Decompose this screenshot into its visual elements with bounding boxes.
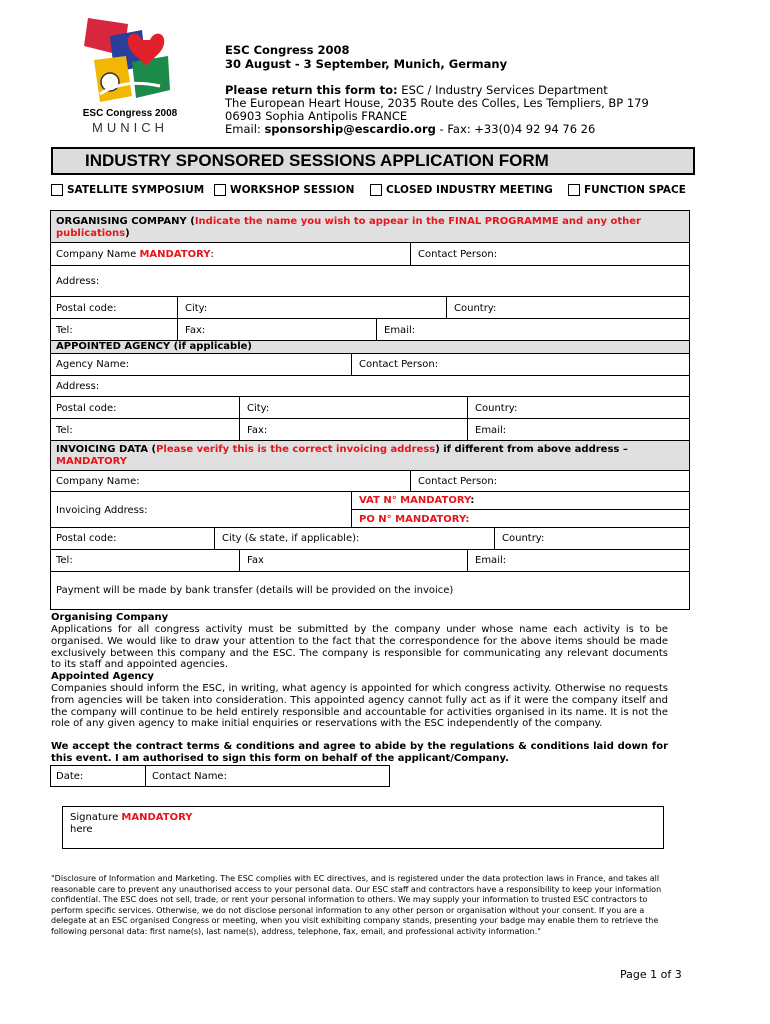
organising-company-terms-heading: Organising Company (51, 612, 169, 623)
logo-city: MUNICH (92, 120, 168, 135)
acceptance-statement: We accept the contract terms & conditions and agree to abide by the regulations & conditions laid down for this event. I am authorised to sign this form on behalf of the applicant/Company. (51, 741, 668, 764)
address-line-1: The European Heart House, 2035 Route des Colles, Les Templiers, BP 179 (225, 96, 649, 110)
page-number: Page 1 of 3 (620, 968, 682, 981)
event-name: ESC Congress 2008 (225, 43, 350, 57)
heading-close: ) (125, 228, 130, 239)
signature-box[interactable] (62, 806, 664, 849)
checkbox[interactable] (370, 184, 382, 196)
event-dates: 30 August - 3 September, Munich, Germany (225, 57, 508, 71)
po-number-field[interactable]: PO N° MANDATORY: (359, 514, 470, 525)
contact-name-field[interactable]: Contact Name: (152, 771, 227, 782)
org-address-field[interactable]: Address: (56, 276, 100, 287)
logo-title: ESC Congress 2008 (82, 108, 178, 119)
field-label: Company Name (56, 249, 140, 260)
organising-company-heading (56, 216, 676, 240)
organising-company-terms-text: Applications for all congress activity must be submitted by the company under whose name each activity is to be organised. We would like to draw your attention to the fact that the correspondence for the above items should be made exclusively between this company and the ESC. The company is responsible for communicating any relevant documents to its staff and appointed agencies. (51, 624, 668, 671)
address-line-2: 06903 Sophia Antipolis FRANCE (225, 109, 408, 123)
invoice-postal-code-field[interactable]: Postal code: (56, 533, 117, 544)
vat-number-field[interactable]: VAT N° MANDATORY: (359, 495, 475, 506)
invoicing-address-field[interactable]: Invoicing Address: (56, 505, 148, 516)
agency-country-field[interactable]: Country: (475, 403, 518, 414)
org-email-field[interactable]: Email: (384, 325, 416, 336)
agency-city-field[interactable]: City: (247, 403, 270, 414)
checkbox[interactable] (568, 184, 580, 196)
email-link[interactable]: sponsorship@escardio.org (264, 122, 436, 136)
heading-tail: ) if different from above address – (435, 444, 628, 455)
option-closed-industry-meeting[interactable] (370, 184, 553, 196)
signature-label (70, 812, 192, 836)
signature-here: here (70, 824, 93, 835)
checkbox[interactable] (51, 184, 63, 196)
option-label: SATELLITE SYMPOSIUM (67, 184, 205, 196)
org-contact-person-field[interactable]: Contact Person: (418, 249, 498, 260)
mandatory-tag: MANDATORY (56, 456, 128, 467)
agency-tel-field[interactable]: Tel: (56, 425, 73, 436)
appointed-agency-terms-text: Companies should inform the ESC, in writing, what agency is appointed for which congress activity. Otherwise no requests from agencies will be taken into consideration. This appointed agency cannot fully act as if it were the company itself and the company will continue to be held entirely responsible and accountable for activities organised in its name. It is not the role of any given agency to make initial enquiries or reservations with the ESC independently of the company. (51, 683, 668, 730)
vat-label: VAT N° MANDATORY (359, 495, 471, 506)
agency-name-field[interactable]: Agency Name: (56, 359, 130, 370)
option-label: CLOSED INDUSTRY MEETING (386, 184, 553, 196)
return-department: ESC / Industry Services Department (401, 83, 608, 97)
option-label: WORKSHOP SESSION (230, 184, 355, 196)
org-country-field[interactable]: Country: (454, 303, 497, 314)
fax-number: - Fax: +33(0)4 92 94 76 26 (435, 122, 596, 136)
checkbox[interactable] (214, 184, 226, 196)
agency-email-field[interactable]: Email: (475, 425, 507, 436)
invoice-country-field[interactable]: Country: (502, 533, 545, 544)
email-label: Email: (225, 122, 261, 136)
agency-postal-code-field[interactable]: Postal code: (56, 403, 117, 414)
return-label: Please return this form to: (225, 83, 398, 97)
option-label: FUNCTION SPACE (584, 184, 686, 196)
option-satellite-symposium[interactable] (51, 184, 204, 196)
esc-logo (80, 16, 180, 135)
date-field[interactable]: Date: (56, 771, 84, 782)
heading-note: Please verify this is the correct invoicing address (156, 444, 436, 455)
invoicing-data-heading (56, 444, 676, 468)
org-tel-field[interactable]: Tel: (56, 325, 73, 336)
org-city-field[interactable]: City: (185, 303, 208, 314)
option-function-space[interactable] (568, 184, 686, 196)
appointed-agency-heading: APPOINTED AGENCY (if applicable) (56, 341, 252, 352)
agency-address-field[interactable]: Address: (56, 381, 100, 392)
org-postal-code-field[interactable]: Postal code: (56, 303, 117, 314)
contact-line (225, 123, 595, 136)
logo-graphic (80, 16, 180, 106)
mandatory-tag: MANDATORY (139, 249, 211, 260)
invoice-contact-person-field[interactable]: Contact Person: (418, 476, 498, 487)
mandatory-tag: MANDATORY (121, 812, 193, 823)
application-form-table (50, 210, 690, 610)
data-protection-disclaimer: "Disclosure of Information and Marketing. The ESC complies with EC directives, and is registered under the data protection laws in France, and takes all reasonable care to prevent any unauthorised access to your personal data. Our ESC staff and contractors have a responsibility to keep your information confidential. The ESC does not sell, trade, or rent your personal information to others. We may supply your information to trusted ESC contractors to perform specific services. Otherwise, we do not disclose personal information to any other person or organisation without your consent. If you are a delegate at an ESC organised Congress or meeting, when you visit exhibiting company stands, presenting your badge may enable them to retrieve the following personal data: first name(s), last name(s), address, telephone, fax, email, and professional activity information." (51, 874, 662, 936)
signoff-row (50, 765, 390, 787)
heading-text: ORGANISING COMPANY ( (56, 216, 195, 227)
org-company-name-field[interactable] (51, 249, 214, 260)
invoice-city-field[interactable]: City (& state, if applicable): (222, 533, 360, 544)
option-workshop-session[interactable] (214, 184, 354, 196)
invoice-fax-field[interactable]: Fax (247, 555, 264, 566)
org-fax-field[interactable]: Fax: (185, 325, 206, 336)
signature-text: Signature (70, 812, 122, 823)
heading-note: Indicate the name you wish to appear in the FINAL PROGRAMME and any other publications (56, 216, 641, 239)
field-colon: : (210, 249, 214, 260)
invoice-tel-field[interactable]: Tel: (56, 555, 73, 566)
agency-contact-person-field[interactable]: Contact Person: (359, 359, 439, 370)
form-title: INDUSTRY SPONSORED SESSIONS APPLICATION FORM (51, 147, 695, 175)
appointed-agency-terms-heading: Appointed Agency (51, 671, 154, 682)
invoice-company-name-field[interactable]: Company Name: (56, 476, 140, 487)
heading-text: INVOICING DATA ( (56, 444, 157, 455)
agency-fax-field[interactable]: Fax: (247, 425, 268, 436)
invoice-email-field[interactable]: Email: (475, 555, 507, 566)
payment-note: Payment will be made by bank transfer (details will be provided on the invoice) (56, 585, 454, 596)
